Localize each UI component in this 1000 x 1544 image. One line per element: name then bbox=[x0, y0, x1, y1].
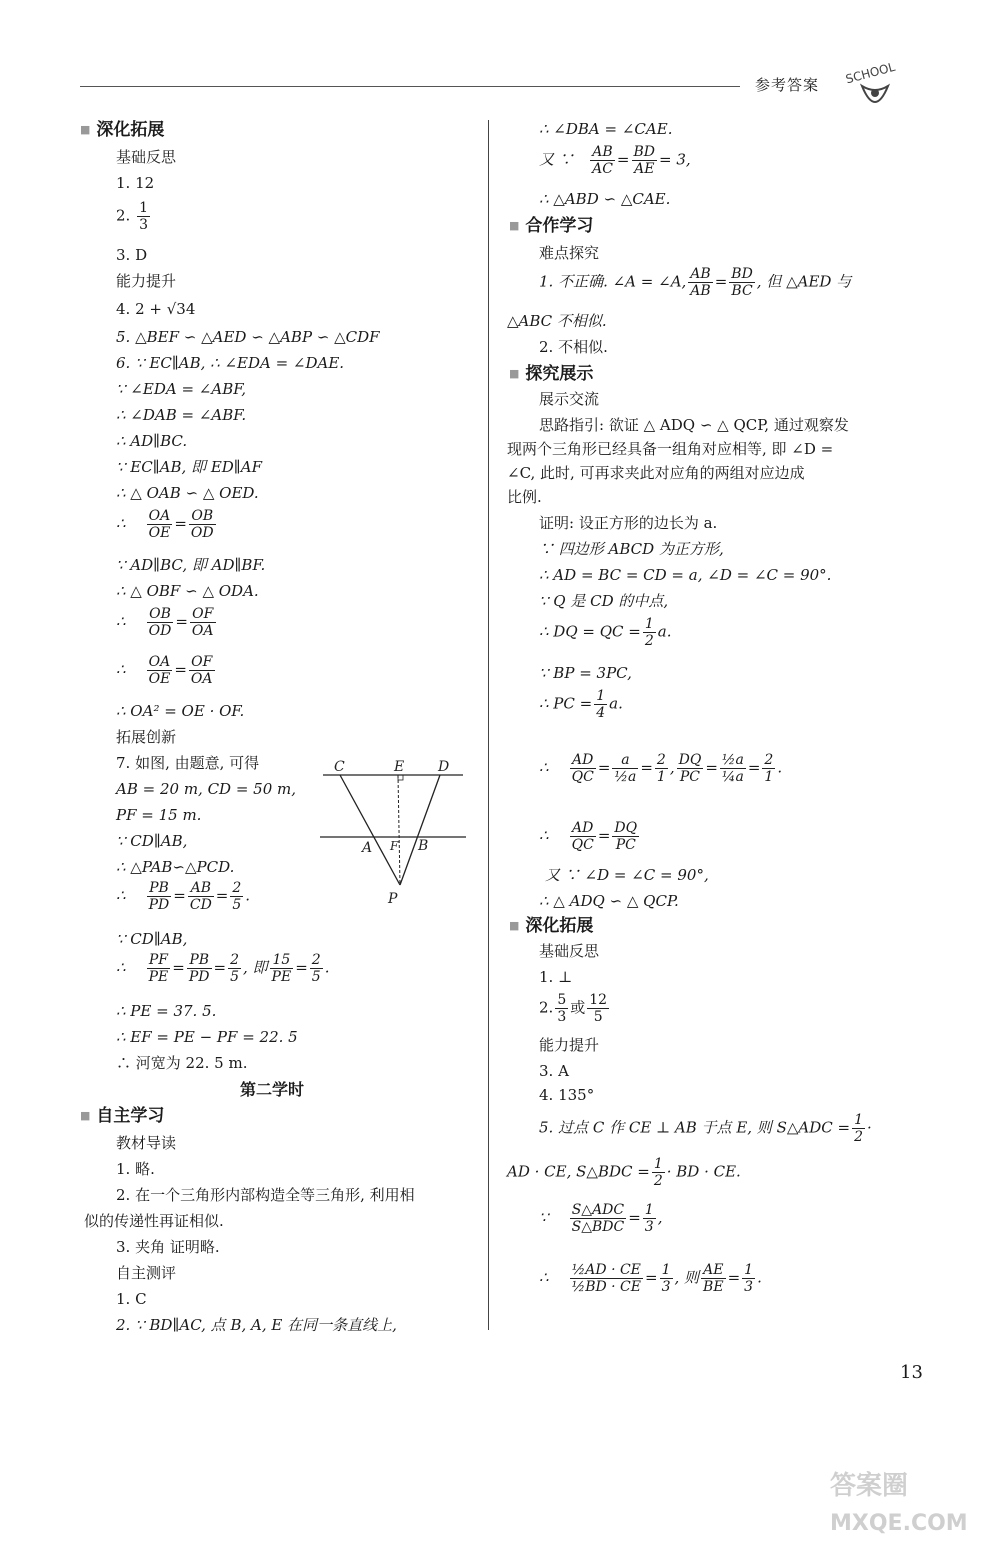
watermark-line1: 答案圈 bbox=[830, 1471, 909, 1501]
denominator: AE bbox=[634, 161, 655, 178]
numerator: OB bbox=[147, 606, 174, 623]
numerator: ½AD · CE bbox=[570, 1262, 643, 1279]
answer-text: · BD · CE. bbox=[666, 1162, 741, 1181]
denominator: 1 bbox=[656, 769, 666, 786]
proof-line: ∴ EF = PE − PF = 22. 5 bbox=[116, 1028, 298, 1046]
answer-text: 5. 过点 C 作 CE ⊥ AB 于点 E, 则 S△ADC = bbox=[539, 1118, 851, 1137]
proof-line bbox=[539, 688, 623, 721]
denominator: PC bbox=[679, 769, 701, 786]
fraction bbox=[570, 1202, 627, 1235]
fraction bbox=[147, 606, 174, 639]
proof-line: ∴ $\frac{PB}{PD}$ = $\frac{AB}{CD}$ = $\frac{2}{5}$ . bbox=[116, 880, 251, 914]
fraction bbox=[643, 616, 656, 649]
numerator: 1 bbox=[653, 1156, 663, 1172]
denominator: 3 bbox=[644, 1219, 654, 1236]
therefore-symbol: ∴ bbox=[116, 612, 126, 631]
subsection-title: 难点探究 bbox=[539, 244, 600, 262]
denominator: OE bbox=[148, 671, 171, 688]
proof-line: ∴ △ OBF ∽ △ ODA. bbox=[116, 582, 259, 600]
fraction bbox=[310, 952, 323, 985]
proof-line: ∵ AD∥BC, 即 AD∥BF. bbox=[116, 556, 266, 574]
fraction bbox=[570, 1262, 643, 1295]
numerator: a bbox=[612, 752, 638, 769]
fraction bbox=[655, 752, 668, 785]
fraction bbox=[652, 1156, 665, 1189]
answer-text: 1. 不正确. ∠A = ∠A, bbox=[539, 272, 687, 291]
fraction bbox=[612, 752, 638, 785]
fraction bbox=[660, 1262, 673, 1295]
proof-line: ∴ $\frac{\text{½AD · CE}}{\text{½BD · CE}}$ = $\frac{1}{3}$ , 则 $\frac{AE}{BE}$ = $\frac{1}{3}$ . bbox=[539, 1262, 762, 1296]
answer-number: 2. bbox=[116, 206, 131, 225]
numerator: 1 bbox=[744, 1262, 754, 1278]
denominator: ½BD · CE bbox=[571, 1279, 641, 1296]
proof-line: ∴ AD∥BC. bbox=[116, 432, 188, 450]
proof-line: 证明: 设正方形的边长为 a. bbox=[539, 514, 718, 532]
numerator: AB bbox=[188, 880, 214, 897]
subsection-title: 教材导读 bbox=[116, 1134, 177, 1152]
equation-tail: a. bbox=[657, 622, 672, 641]
proof-line: 又 ∵ ∠D = ∠C = 90°, bbox=[545, 866, 709, 884]
denominator: 5 bbox=[232, 897, 242, 914]
answer-line: 2. 不相似. bbox=[539, 338, 608, 356]
proof-line: ∴ 河宽为 22. 5 m. bbox=[116, 1054, 248, 1072]
point-D: D bbox=[438, 759, 450, 775]
subsection-title: 展示交流 bbox=[539, 390, 600, 408]
numerator: 2 bbox=[764, 752, 774, 768]
numerator: 1 bbox=[596, 688, 606, 704]
proof-line: ∴ ∠DAB = ∠ABF. bbox=[116, 406, 247, 424]
point-C: C bbox=[334, 759, 345, 775]
proof-line: 7. 如图, 由题意, 可得 bbox=[116, 754, 260, 772]
fraction bbox=[729, 266, 755, 299]
fraction bbox=[189, 508, 216, 541]
fraction bbox=[587, 992, 609, 1025]
fraction bbox=[643, 1202, 656, 1235]
therefore-symbol: ∴ bbox=[116, 886, 126, 905]
fraction bbox=[147, 880, 172, 913]
subsection-title: 自主测评 bbox=[116, 1264, 177, 1282]
denominator: PE bbox=[148, 969, 169, 986]
numerator: ½a bbox=[721, 752, 744, 768]
header-rule bbox=[80, 86, 740, 87]
numerator: 1 bbox=[854, 1112, 863, 1128]
proof-line: ∵ BP = 3PC, bbox=[539, 664, 632, 682]
answer-line: 3. A bbox=[539, 1062, 569, 1080]
denominator: 5 bbox=[311, 969, 321, 986]
numerator: OF bbox=[190, 606, 216, 623]
therefore-symbol: ∴ bbox=[116, 958, 126, 977]
numerator: PF bbox=[147, 952, 171, 969]
numerator: AB bbox=[690, 266, 711, 282]
proof-line: ∵ CD∥AB, bbox=[116, 930, 188, 948]
section-title: ■ 合作学习 bbox=[509, 216, 593, 236]
answer-line: 2. 在一个三角形内部构造全等三角形, 利用相 bbox=[116, 1186, 415, 1204]
answer-line bbox=[539, 992, 611, 1025]
fraction bbox=[742, 1262, 755, 1295]
proof-line: ∴ △ABD ∽ △CAE. bbox=[539, 190, 671, 208]
fraction bbox=[632, 144, 658, 177]
header-title: 参考答案 bbox=[755, 76, 820, 94]
denominator: PD bbox=[148, 897, 170, 914]
conjunction: , 则 bbox=[674, 1268, 700, 1287]
answer-text: AD · CE, S△BDC = bbox=[507, 1162, 650, 1181]
numerator: 2 bbox=[232, 880, 242, 896]
numerator: DQ bbox=[614, 820, 638, 836]
conjunction: , 即 bbox=[243, 958, 268, 977]
denominator: 3 bbox=[557, 1009, 567, 1026]
denominator: AC bbox=[592, 161, 613, 178]
answer-line: 似的传递性再证相似. bbox=[84, 1212, 224, 1230]
paragraph-line: 现两个三角形已经具备一组角对应相等, 即 ∠D = bbox=[507, 440, 834, 458]
proof-line: ∴ △ ADQ ∽ △ QCP. bbox=[539, 892, 679, 910]
fraction bbox=[187, 952, 212, 985]
paragraph-line: ∠C, 此时, 可再求夹此对应角的两组对应边成 bbox=[507, 464, 805, 482]
numerator: 2 bbox=[311, 952, 321, 968]
denominator: ¼a bbox=[721, 769, 744, 786]
fraction bbox=[137, 200, 150, 233]
proof-line: PF = 15 m. bbox=[116, 806, 202, 824]
denominator: OA bbox=[190, 671, 213, 688]
answer-line bbox=[116, 200, 152, 233]
numerator: PB bbox=[187, 952, 212, 969]
answer-text: , 但 △AED 与 bbox=[756, 272, 852, 291]
numerator: 12 bbox=[589, 992, 608, 1008]
therefore-symbol: ∴ bbox=[116, 660, 126, 679]
proof-line: ∴ PE = 37. 5. bbox=[116, 1002, 217, 1020]
fraction bbox=[852, 1112, 865, 1145]
section-title: ■ 自主学习 bbox=[80, 1106, 164, 1126]
numerator: 1 bbox=[644, 616, 654, 632]
denominator: 5 bbox=[230, 969, 239, 986]
denominator: 2 bbox=[854, 1129, 863, 1146]
fraction bbox=[555, 992, 568, 1025]
proof-line: ∵ Q 是 CD 的中点, bbox=[539, 592, 669, 610]
watermark-line2: MXQE.COM bbox=[830, 1511, 968, 1536]
answer-line bbox=[539, 1112, 872, 1145]
fraction bbox=[147, 654, 173, 687]
denominator: PC bbox=[615, 837, 636, 854]
answer-line: 4. 2 + √34 bbox=[116, 300, 196, 318]
numerator: BD bbox=[731, 266, 753, 282]
therefore-symbol: ∴ bbox=[539, 758, 549, 777]
point-F: F bbox=[390, 839, 399, 853]
point-A: A bbox=[362, 840, 373, 856]
answer-text: · bbox=[866, 1118, 872, 1137]
fraction bbox=[594, 688, 607, 721]
denominator: 1 bbox=[764, 769, 774, 786]
denominator: 3 bbox=[661, 1279, 671, 1296]
page-number: 13 bbox=[900, 1362, 923, 1383]
fraction bbox=[590, 144, 615, 177]
fraction bbox=[677, 752, 704, 785]
denominator: PE bbox=[271, 969, 292, 986]
answer-line: 1. C bbox=[116, 1290, 147, 1308]
denominator: BE bbox=[703, 1279, 724, 1296]
proof-line: ∴ $\frac{AD}{QC}$ = $\frac{a}{\text{½a}}$ = $\frac{2}{1}$ , $\frac{DQ}{PC}$ = $\frac{\text{½a}}{\text{¼a}}$ = $\frac{2}{1}$ . bbox=[539, 752, 783, 786]
proof-line: ∵ ∠EDA = ∠ABF, bbox=[116, 380, 247, 398]
numerator: AB bbox=[590, 144, 615, 161]
proof-line: ∴ $\frac{OA}{OE}$ = $\frac{OB}{OD}$ bbox=[116, 508, 214, 542]
proof-line: ∴ OA² = OE · OF. bbox=[116, 702, 245, 720]
subsection-title: 基础反思 bbox=[539, 942, 600, 960]
lesson-title: 第二学时 bbox=[240, 1080, 305, 1099]
proof-line: ∴ $\frac{OA}{OE}$ = $\frac{OF}{OA}$ bbox=[116, 654, 213, 688]
section-title: ■ 探究展示 bbox=[509, 364, 593, 384]
proof-line: ∴ AD = BC = CD = a, ∠D = ∠C = 90°. bbox=[539, 566, 832, 584]
answer-line: 3. 夹角 证明略. bbox=[116, 1238, 220, 1256]
numerator: PB bbox=[147, 880, 172, 897]
fraction bbox=[270, 952, 294, 985]
denominator: 2 bbox=[653, 1173, 663, 1190]
numerator: 5 bbox=[557, 992, 567, 1008]
numerator: 1 bbox=[139, 200, 149, 216]
subsection-title: 能力提升 bbox=[116, 272, 177, 290]
denominator: BC bbox=[731, 283, 753, 300]
therefore-symbol: ∴ bbox=[116, 514, 126, 533]
proof-line: ∴ $\frac{AD}{QC}$ = $\frac{DQ}{PC}$ bbox=[539, 820, 638, 854]
answer-line: 2. ∵ BD∥AC, 点 B, A, E 在同一条直线上, bbox=[116, 1316, 397, 1334]
numerator: OF bbox=[189, 654, 215, 671]
numerator: OB bbox=[189, 508, 216, 525]
proof-line bbox=[539, 616, 672, 649]
answer-line: 4. 135° bbox=[539, 1086, 595, 1104]
paragraph-line: 思路指引: 欲证 △ ADQ ∽ △ QCP, 通过观察发 bbox=[539, 416, 849, 434]
denominator: AB bbox=[690, 283, 711, 300]
fraction bbox=[228, 952, 241, 985]
numerator: DQ bbox=[678, 752, 702, 768]
answer-line: 1. ⊥ bbox=[539, 968, 573, 986]
section-title: ■ 深化拓展 bbox=[509, 916, 593, 936]
numerator: S△ADC bbox=[570, 1202, 627, 1219]
fraction bbox=[612, 820, 639, 853]
answer-number: 2. bbox=[539, 998, 554, 1017]
numerator: AD bbox=[570, 752, 596, 769]
therefore-symbol: ∴ bbox=[539, 1268, 549, 1287]
fraction bbox=[720, 752, 746, 785]
denominator: OA bbox=[191, 623, 214, 640]
numerator: AE bbox=[701, 1262, 726, 1279]
subsection-title: 拓展创新 bbox=[116, 728, 177, 746]
fraction bbox=[147, 952, 171, 985]
fraction bbox=[189, 654, 215, 687]
proof-line: ∴ ∠DBA = ∠CAE. bbox=[539, 120, 673, 138]
proof-line: ∴ $\frac{OB}{OD}$ = $\frac{OF}{OA}$ bbox=[116, 606, 214, 640]
section-title: ■ 深化拓展 bbox=[80, 120, 164, 140]
answer-line bbox=[507, 1156, 741, 1189]
fraction bbox=[570, 820, 596, 853]
numerator: 2 bbox=[230, 952, 239, 968]
denominator: S△BDC bbox=[571, 1219, 625, 1236]
numerator: BD bbox=[633, 144, 656, 160]
denominator: 3 bbox=[139, 217, 149, 234]
proof-line: ∵ CD∥AB, bbox=[116, 832, 188, 850]
fraction bbox=[762, 752, 775, 785]
school-logo bbox=[840, 48, 910, 118]
proof-line: ∵ $\frac{\text{S△ADC}}{\text{S△BDC}}$ = $\frac{1}{3}$ , bbox=[539, 1202, 663, 1236]
point-E: E bbox=[394, 759, 405, 775]
numerator: 15 bbox=[270, 952, 294, 969]
given-symbol: 又 ∵ bbox=[539, 150, 574, 169]
numerator: 1 bbox=[644, 1202, 654, 1218]
point-B: B bbox=[418, 838, 429, 854]
denominator: 3 bbox=[744, 1279, 754, 1296]
fraction bbox=[188, 880, 214, 913]
numerator: 1 bbox=[661, 1262, 671, 1278]
denominator: CD bbox=[189, 897, 212, 914]
numerator: OA bbox=[147, 654, 173, 671]
proof-line: ∵ EC∥AB, 即 ED∥AF bbox=[116, 458, 262, 476]
equation-tail: = 3, bbox=[659, 150, 691, 169]
answer-line: 3. D bbox=[116, 246, 148, 264]
numerator: 2 bbox=[656, 752, 666, 768]
proof-line: ∴ △PAB∽△PCD. bbox=[116, 858, 235, 876]
denominator: 4 bbox=[596, 705, 606, 722]
answer-line: 1. 不正确. ∠A = ∠A, $\frac{AB}{AB}$ = $\frac{BD}{BC}$ , 但 △AED 与 bbox=[539, 266, 852, 300]
denominator: OE bbox=[148, 525, 171, 542]
fraction bbox=[570, 752, 596, 785]
subsection-title: 基础反思 bbox=[116, 148, 177, 166]
point-P: P bbox=[388, 891, 398, 907]
column-divider bbox=[488, 120, 489, 1330]
proof-line: ∴ △ OAB ∽ △ OED. bbox=[116, 484, 259, 502]
proof-line: 又 ∵ $\frac{AB}{AC}$ = $\frac{BD}{AE}$ = 3, bbox=[539, 144, 691, 178]
denominator: PD bbox=[188, 969, 210, 986]
answer-line: 1. 略. bbox=[116, 1160, 155, 1178]
proof-line: 6. ∵ EC∥AB, ∴ ∠EDA = ∠DAE. bbox=[116, 354, 345, 372]
answer-line: 5. △BEF ∽ △AED ∽ △ABP ∽ △CDF bbox=[116, 328, 380, 346]
equation-head: ∴ PC = bbox=[539, 694, 593, 713]
fraction bbox=[190, 606, 216, 639]
conjunction: 或 bbox=[570, 998, 586, 1017]
fraction bbox=[230, 880, 243, 913]
fraction bbox=[701, 1262, 726, 1295]
equation-tail: , bbox=[657, 1208, 663, 1227]
denominator: QC bbox=[571, 769, 594, 786]
denominator: 5 bbox=[593, 1009, 603, 1026]
fraction bbox=[688, 266, 712, 299]
equation-head: ∴ DQ = QC = bbox=[539, 622, 641, 641]
subsection-title: 能力提升 bbox=[539, 1036, 600, 1054]
logo-text: SCHOOL bbox=[844, 59, 897, 87]
answer-line: 1. 12 bbox=[116, 174, 155, 192]
proof-line: ∴ $\frac{PF}{PE}$ = $\frac{PB}{PD}$ = $\frac{2}{5}$ , 即 $\frac{15}{PE}$ = $\frac{2}{5}$ . bbox=[116, 952, 330, 986]
numerator: OA bbox=[147, 508, 173, 525]
paragraph-line: 比例. bbox=[507, 488, 542, 506]
denominator: QC bbox=[571, 837, 594, 854]
denominator: OD bbox=[190, 525, 214, 542]
river-width-figure bbox=[318, 755, 468, 910]
denominator: ½a bbox=[614, 769, 637, 786]
denominator: 2 bbox=[644, 633, 654, 650]
site-watermark bbox=[820, 1460, 995, 1540]
fraction bbox=[147, 508, 173, 541]
equation-tail: . bbox=[757, 1268, 762, 1287]
proof-line: AB = 20 m, CD = 50 m, bbox=[116, 780, 297, 798]
therefore-symbol: ∴ bbox=[539, 826, 549, 845]
denominator: OD bbox=[148, 623, 172, 640]
numerator: AD bbox=[570, 820, 596, 837]
because-symbol: ∵ bbox=[539, 1208, 549, 1227]
equation-tail: a. bbox=[609, 694, 623, 713]
proof-line: ∵ 四边形 ABCD 为正方形, bbox=[539, 540, 724, 558]
answer-line: △ABC 不相似. bbox=[507, 312, 607, 330]
